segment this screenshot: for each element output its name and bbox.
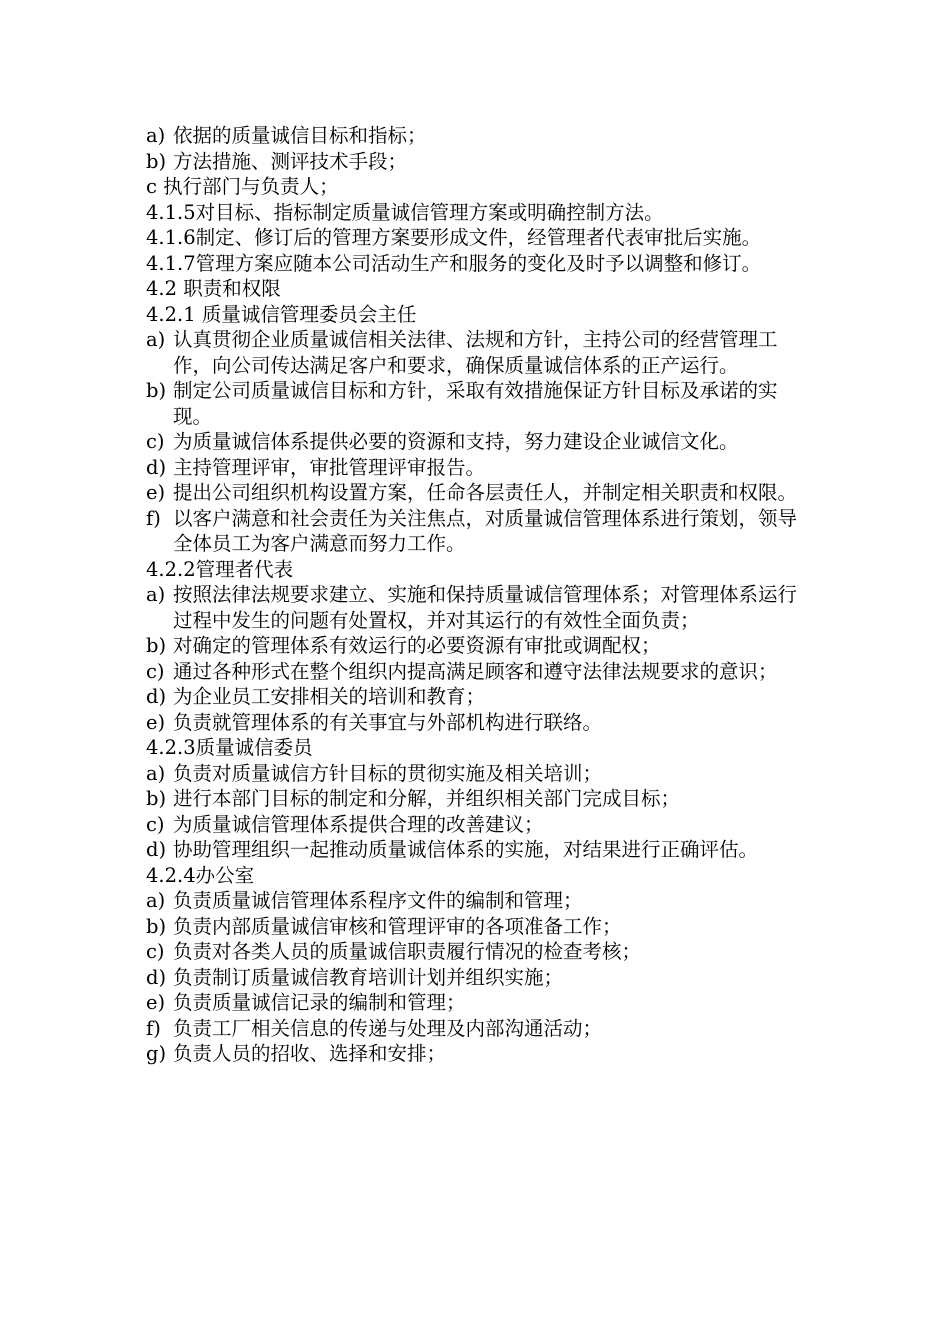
list-text: 负责对各类人员的质量诚信职责履行情况的检查考核； bbox=[173, 940, 642, 963]
list-text: 按照法律法规要求建立、实施和保持质量诚信管理体系；对管理体系运行过程中发生的问题有处置权，并对其运行的有效性全面负责； bbox=[173, 583, 798, 632]
list-marker: a) bbox=[146, 583, 166, 606]
list-text: 负责质量诚信管理体系程序文件的编制和管理； bbox=[173, 889, 583, 912]
list-item bbox=[146, 812, 816, 838]
list-text: 制定公司质量诚信目标和方针，采取有效措施保证方针目标及承诺的实现。 bbox=[173, 379, 778, 428]
list-item bbox=[146, 480, 816, 506]
list-text: 协助管理组织一起推动质量诚信体系的实施，对结果进行正确评估。 bbox=[173, 838, 759, 861]
list-item-inline: c 执行部门与负责人； bbox=[146, 175, 339, 198]
list-item bbox=[146, 1016, 816, 1042]
list-item bbox=[146, 1041, 816, 1067]
list-text: 负责内部质量诚信审核和管理评审的各项准备工作； bbox=[173, 914, 622, 938]
list-marker: d) bbox=[146, 685, 167, 708]
list-text: 提出公司组织机构设置方案，任命各层责任人，并制定相关职责和权限。 bbox=[173, 481, 798, 504]
list-marker: b) bbox=[146, 379, 167, 402]
clause-text: 4.1.6制定、修订后的管理方案要形成文件，经管理者代表审批后实施。 bbox=[146, 226, 762, 249]
list-text: 负责就管理体系的有关事宜与外部机构进行联络。 bbox=[173, 710, 603, 734]
list-marker: b) bbox=[146, 914, 167, 938]
list-marker: e) bbox=[146, 710, 166, 734]
list-marker: c) bbox=[146, 430, 165, 453]
list-item bbox=[146, 582, 816, 633]
list-marker: a) bbox=[146, 328, 166, 351]
list-marker: a) bbox=[146, 761, 166, 785]
list-item bbox=[146, 786, 816, 812]
list-item bbox=[146, 914, 816, 940]
subsection-heading: 4.2.3质量诚信委员 bbox=[146, 736, 313, 759]
list-marker: d) bbox=[146, 455, 167, 479]
list-item bbox=[146, 327, 816, 378]
list-marker: b) bbox=[146, 787, 167, 810]
subsection-heading: 4.2.4办公室 bbox=[146, 863, 255, 887]
list-marker: b) bbox=[146, 634, 167, 657]
list-marker: a) bbox=[146, 889, 166, 912]
list-text: 为质量诚信体系提供必要的资源和支持，努力建设企业诚信文化。 bbox=[173, 430, 739, 453]
list-text: 方法措施、测评技术手段； bbox=[173, 149, 408, 173]
list-text: 依据的质量诚信目标和指标； bbox=[173, 124, 427, 147]
list-marker: d) bbox=[146, 838, 167, 861]
list-item bbox=[146, 684, 816, 710]
list-marker: b) bbox=[146, 149, 167, 173]
list-marker: a) bbox=[146, 124, 166, 147]
list-item bbox=[146, 506, 816, 557]
list-text: 负责质量诚信记录的编制和管理； bbox=[173, 991, 466, 1014]
list-text: 负责制订质量诚信教育培训计划并组织实施； bbox=[173, 965, 564, 989]
list-item bbox=[146, 990, 816, 1016]
list-text: 认真贯彻企业质量诚信相关法律、法规和方针，主持公司的经营管理工作，向公司传达满足客户和要求，确保质量诚信体系的正产运行。 bbox=[173, 328, 778, 377]
list-text: 主持管理评审，审批管理评审报告。 bbox=[173, 455, 486, 479]
list-item bbox=[146, 123, 816, 149]
list-text: 对确定的管理体系有效运行的必要资源有审批或调配权； bbox=[173, 634, 661, 657]
list-marker: d) bbox=[146, 965, 167, 989]
list-text: 通过各种形式在整个组织内提高满足顾客和遵守法律法规要求的意识； bbox=[173, 659, 778, 683]
list-text: 为企业员工安排相关的培训和教育； bbox=[173, 685, 486, 708]
list-marker: g) bbox=[146, 1042, 167, 1065]
list-item bbox=[146, 761, 816, 787]
list-marker: f) bbox=[146, 1016, 161, 1040]
list-item bbox=[146, 939, 816, 965]
clause-text: 4.1.5对目标、指标制定质量诚信管理方案或明确控制方法。 bbox=[146, 200, 664, 224]
list-text: 负责人员的招收、选择和安排； bbox=[173, 1042, 447, 1065]
list-marker: c) bbox=[146, 940, 165, 963]
clause-text: 4.1.7管理方案应随本公司活动生产和服务的变化及时予以调整和修订。 bbox=[146, 251, 762, 275]
list-text: 以客户满意和社会责任为关注焦点，对质量诚信管理体系进行策划，领导全体员工为客户满意而努力工作。 bbox=[173, 506, 798, 555]
list-marker: e) bbox=[146, 991, 166, 1014]
list-text: 负责对质量诚信方针目标的贯彻实施及相关培训； bbox=[173, 761, 603, 785]
subsection-heading: 4.2.2管理者代表 bbox=[146, 557, 294, 581]
list-item bbox=[146, 837, 816, 863]
document-body bbox=[146, 123, 816, 1067]
subsection-heading: 4.2.1 质量诚信管理委员会主任 bbox=[146, 302, 417, 326]
section-heading: 4.2 职责和权限 bbox=[146, 277, 281, 300]
list-text: 负责工厂相关信息的传递与处理及内部沟通活动； bbox=[173, 1016, 603, 1040]
list-item bbox=[146, 965, 816, 991]
list-item bbox=[146, 659, 816, 685]
list-marker: e) bbox=[146, 481, 166, 504]
list-item bbox=[146, 378, 816, 429]
list-item bbox=[146, 633, 816, 659]
list-text: 进行本部门目标的制定和分解，并组织相关部门完成目标； bbox=[173, 787, 681, 810]
list-item bbox=[146, 888, 816, 914]
list-marker: c) bbox=[146, 659, 165, 683]
list-item bbox=[146, 710, 816, 736]
list-marker: f) bbox=[146, 506, 161, 530]
list-item bbox=[146, 455, 816, 481]
list-marker: c) bbox=[146, 812, 165, 836]
list-item bbox=[146, 429, 816, 455]
list-item bbox=[146, 149, 816, 175]
list-text: 为质量诚信管理体系提供合理的改善建议； bbox=[173, 812, 544, 836]
